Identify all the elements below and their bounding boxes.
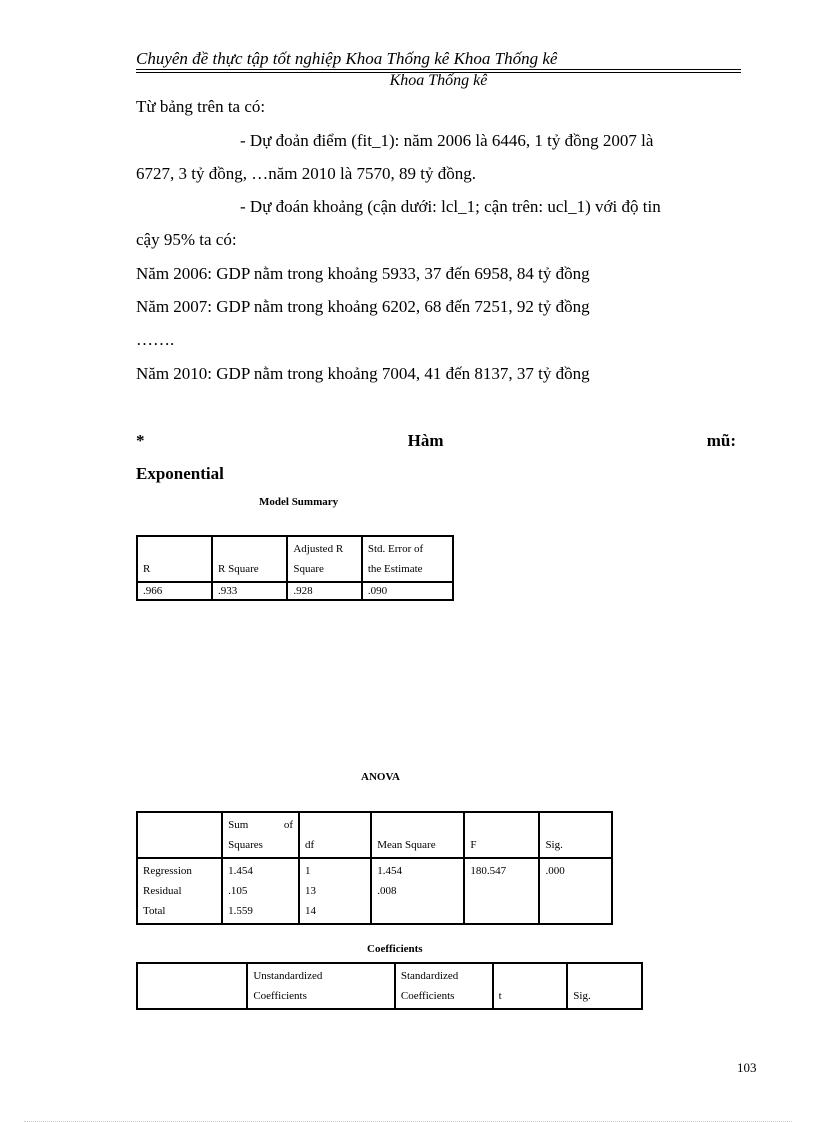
anova-col-ss: 1.454 .105 1.559 [222, 858, 299, 924]
forecast-2010: Năm 2010: GDP nằm trong khoảng 7004, 41 đến 8137, 37 tỷ đồng [136, 364, 590, 383]
ms-value-adjusted: .928 [287, 582, 362, 600]
point-forecast-line [240, 131, 736, 151]
anova-col-df: 1 13 14 [299, 858, 371, 924]
ms-header-r: R [137, 536, 212, 582]
ms-value-r: .966 [137, 582, 212, 600]
coef-header-sig: Sig. [567, 963, 642, 1009]
section-heading [136, 431, 736, 451]
coefficients-title: Coefficients [367, 943, 423, 955]
anova-table [136, 811, 613, 925]
forecast-2006: Năm 2006: GDP nằm trong khoảng 5933, 37 đến 6958, 84 tỷ đồng [136, 264, 590, 283]
point-forecast-text: - Dự đoản điểm (fit_1): năm 2006 là 6446, 1 tỷ đồng 2007 là [240, 131, 654, 150]
ms-value-rsquare: .933 [212, 582, 287, 600]
heading-bullet: * [136, 431, 145, 450]
model-summary-table [136, 535, 454, 601]
anova-col-f: 180.547 [464, 858, 539, 924]
anova-col-ms: 1.454 .008 [371, 858, 464, 924]
anova-title: ANOVA [361, 771, 400, 783]
heading-exponential: Exponential [136, 464, 224, 483]
coef-header-unstandardized: Unstandardized Coefficients [247, 963, 395, 1009]
coef-header-blank [137, 963, 247, 1009]
point-forecast-continuation: 6727, 3 tỷ đồng, …năm 2010 là 7570, 89 tỷ đồng. [136, 164, 476, 183]
intro-line: Từ bảng trên ta có: [136, 97, 266, 116]
forecast-2007: Năm 2007: GDP nằm trong khoảng 6202, 68 đến 7251, 92 tỷ đồng [136, 297, 590, 316]
forecast-ellipsis: ……. [136, 330, 175, 349]
header-divider [136, 69, 741, 70]
page-header-title: Chuyên đề thực tập tốt nghiệp Khoa Thống kê Khoa Thống kê [136, 49, 558, 68]
footer-divider [24, 1121, 792, 1122]
ms-header-adjusted: Adjusted R Square [287, 536, 362, 582]
anova-col-sig: .000 [539, 858, 612, 924]
coefficients-table [136, 962, 643, 1010]
anova-header-ms: Mean Square [371, 812, 464, 858]
interval-forecast-line [240, 197, 736, 217]
model-summary-title: Model Summary [259, 496, 339, 508]
anova-header-blank [137, 812, 222, 858]
anova-header-df: df [299, 812, 371, 858]
anova-header-ss: Sum of Squares [222, 812, 299, 858]
ms-value-stderr: .090 [362, 582, 453, 600]
ms-header-stderr: Std. Error of the Estimate [362, 536, 453, 582]
heading-word-mu: mũ: [706, 431, 736, 450]
coef-header-t: t [493, 963, 568, 1009]
ms-header-rsquare: R Square [212, 536, 287, 582]
heading-word-ham: Hàm [407, 431, 444, 450]
anova-header-sig: Sig. [539, 812, 612, 858]
anova-header-f: F [464, 812, 539, 858]
anova-row-labels: Regression Residual Total [137, 858, 222, 924]
interval-forecast-continuation: cậy 95% ta có: [136, 230, 237, 249]
page-number: 103 [737, 1060, 757, 1075]
interval-forecast-text: - Dự đoán khoảng (cận dưới: lcl_1; cận trên: ucl_1) với độ tin [240, 197, 661, 216]
coef-header-standardized: Standardized Coefficients [395, 963, 493, 1009]
page-header-subtitle: Khoa Thống kê [389, 72, 488, 89]
